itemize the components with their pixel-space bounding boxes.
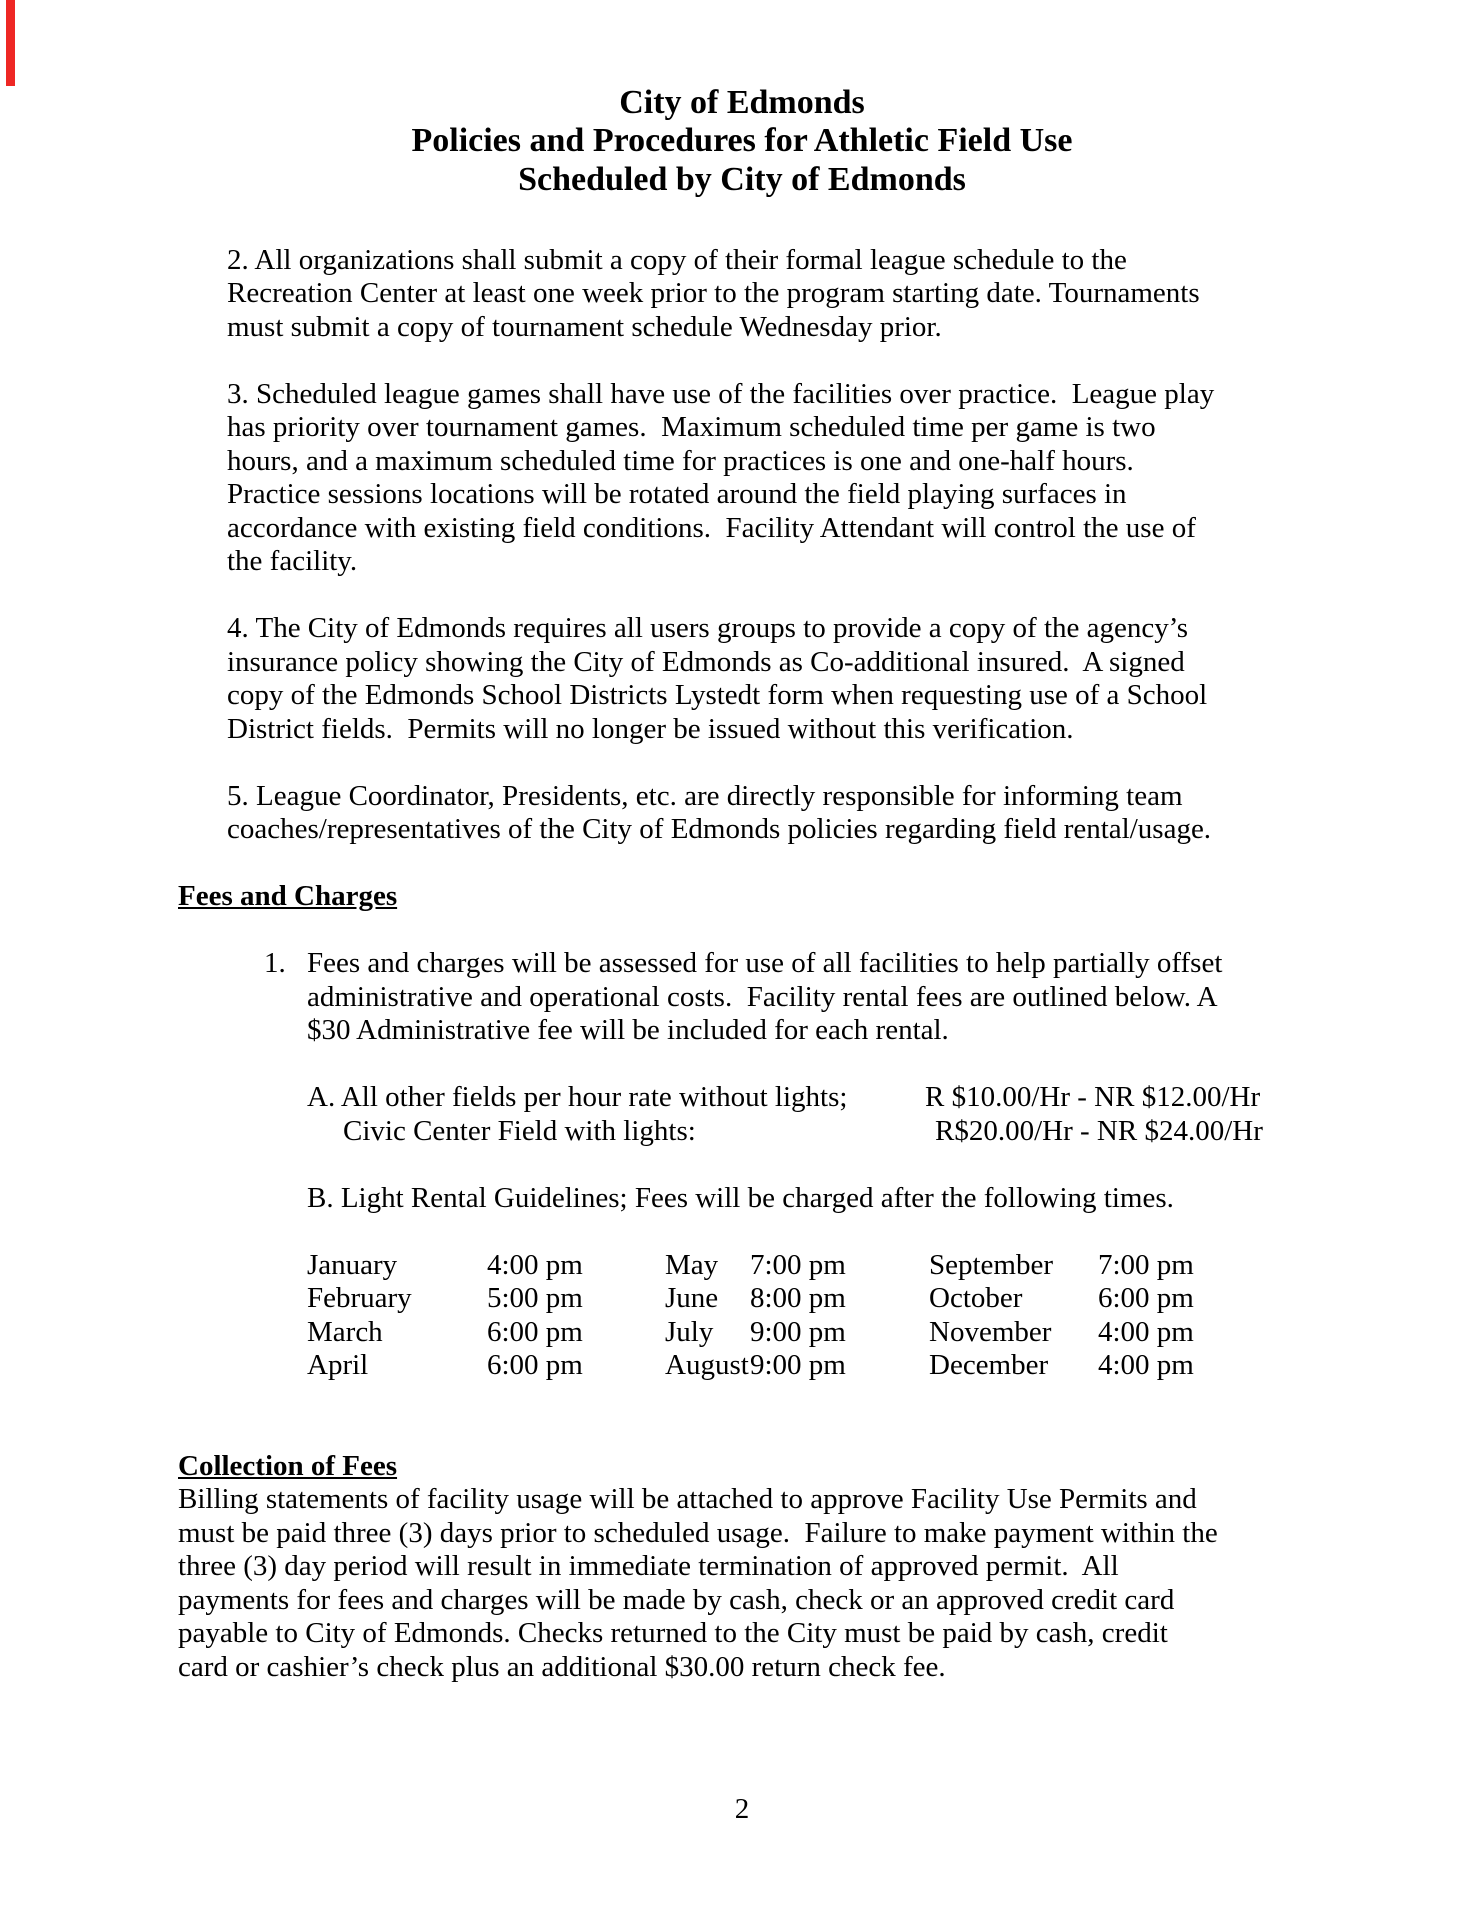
schedule-month-cell: October [929, 1282, 1023, 1315]
schedule-month-cell: May [665, 1248, 719, 1281]
text-line: card or cashier’s check plus an additional $30.00 return check fee. [178, 1650, 946, 1683]
schedule-time-cell: 9:00 pm [750, 1349, 846, 1382]
policy-paragraph-2 [0, 244, 1484, 345]
field-rate-row [307, 1115, 1484, 1149]
collection-of-fees-heading [0, 1450, 1484, 1484]
rate-label: A. All other fields per hour rate without lights; [307, 1081, 848, 1114]
page-number: 2 [734, 1793, 750, 1825]
text-line: insurance policy showing the City of Edmonds as Co-additional insured. A signed [227, 645, 1185, 678]
schedule-time-cell: 6:00 pm [1098, 1282, 1194, 1315]
light-fee-schedule-table [307, 1249, 1484, 1383]
text-line: three (3) day period will result in immediate termination of approved permit. All [178, 1550, 1119, 1583]
text-line: coaches/representatives of the City of Edmonds policies regarding field rental/usage. [227, 813, 1212, 846]
text-line: Billing statements of facility usage will be attached to approve Facility Use Permits and [178, 1483, 1197, 1516]
text-line: copy of the Edmonds School Districts Lystedt form when requesting use of a School [227, 679, 1208, 712]
text-line: Practice sessions locations will be rotated around the field playing surfaces in [227, 478, 1127, 511]
schedule-month-cell: February [307, 1282, 412, 1315]
red-margin-mark [6, 0, 15, 86]
schedule-month-cell: January [307, 1248, 398, 1281]
schedule-month-cell: December [929, 1349, 1049, 1382]
fee-assessment-item [0, 947, 1484, 1048]
schedule-time-cell: 5:00 pm [487, 1282, 583, 1315]
title-line: Scheduled by City of Edmonds [518, 160, 966, 198]
field-rate-row [307, 1081, 1484, 1115]
schedule-month-cell: June [665, 1282, 719, 1315]
schedule-month-cell: November [929, 1315, 1052, 1348]
list-text [307, 947, 1222, 1048]
schedule-time-cell: 4:00 pm [1098, 1349, 1194, 1382]
schedule-time-cell: 7:00 pm [750, 1248, 846, 1281]
schedule-month-cell: March [307, 1315, 383, 1348]
policy-paragraph-4 [0, 612, 1484, 746]
policy-paragraph-3 [0, 378, 1484, 579]
text-line: 4. The City of Edmonds requires all users groups to provide a copy of the agency’s [227, 612, 1189, 645]
text-line: payable to City of Edmonds. Checks returned to the City must be paid by cash, credit [178, 1617, 1168, 1650]
text-line: Recreation Center at least one week prior to the program starting date. Tournaments [227, 277, 1200, 310]
schedule-time-cell: 6:00 pm [487, 1349, 583, 1382]
title-line: Policies and Procedures for Athletic Field Use [411, 122, 1073, 160]
schedule-time-cell: 7:00 pm [1098, 1248, 1194, 1281]
text-line: payments for fees and charges will be made by cash, check or an approved credit card [178, 1583, 1175, 1616]
text-line: the facility. [227, 545, 358, 578]
text-line: must submit a copy of tournament schedule Wednesday prior. [227, 310, 942, 343]
rate-value: R $10.00/Hr - NR $12.00/Hr [925, 1081, 1261, 1114]
collection-of-fees-paragraph [0, 1483, 1484, 1684]
text-line: must be paid three (3) days prior to scheduled usage. Failure to make payment within the [178, 1516, 1218, 1549]
schedule-month-cell: April [307, 1349, 369, 1382]
text-line: District fields. Permits will no longer be issued without this verification. [227, 712, 1074, 745]
list-number: 1. [264, 947, 286, 980]
schedule-month-cell: September [929, 1248, 1054, 1281]
text-line: accordance with existing field conditions. Facility Attendant will control the use of [227, 511, 1196, 544]
heading-text: Fees and Charges [178, 880, 398, 913]
text-line: hours, and a maximum scheduled time for practices is one and one-half hours. [227, 444, 1134, 477]
text-line: $30 Administrative fee will be included for each rental. [307, 1014, 949, 1047]
schedule-month-cell: August [665, 1349, 749, 1382]
schedule-time-cell: 4:00 pm [1098, 1315, 1194, 1348]
text-line: Fees and charges will be assessed for use of all facilities to help partially offset [307, 947, 1223, 980]
text-line: 2. All organizations shall submit a copy of their formal league schedule to the [227, 243, 1127, 276]
schedule-time-cell: 4:00 pm [487, 1248, 583, 1281]
text-line: has priority over tournament games. Maximum scheduled time per game is two [227, 411, 1156, 444]
rate-label: Civic Center Field with lights: [343, 1114, 696, 1147]
document-title [0, 0, 1484, 199]
light-rental-guidelines-line: B. Light Rental Guidelines; Fees will be charged after the following times. [307, 1181, 1174, 1214]
text-line: 5. League Coordinator, Presidents, etc. are directly responsible for informing team [227, 779, 1183, 812]
schedule-time-cell: 9:00 pm [750, 1315, 846, 1348]
heading-text: Collection of Fees [178, 1449, 398, 1482]
field-rates [0, 1081, 1484, 1148]
text-line: administrative and operational costs. Facility rental fees are outlined below. A [307, 980, 1218, 1013]
policy-paragraph-5 [0, 780, 1484, 847]
fees-and-charges-heading [0, 880, 1484, 914]
schedule-time-cell: 8:00 pm [750, 1282, 846, 1315]
text-line: 3. Scheduled league games shall have use of the facilities over practice. League play [227, 377, 1215, 410]
schedule-month-cell: July [665, 1315, 714, 1348]
schedule-time-cell: 6:00 pm [487, 1315, 583, 1348]
title-line: City of Edmonds [619, 84, 865, 121]
rate-value: R$20.00/Hr - NR $24.00/Hr [935, 1114, 1263, 1147]
